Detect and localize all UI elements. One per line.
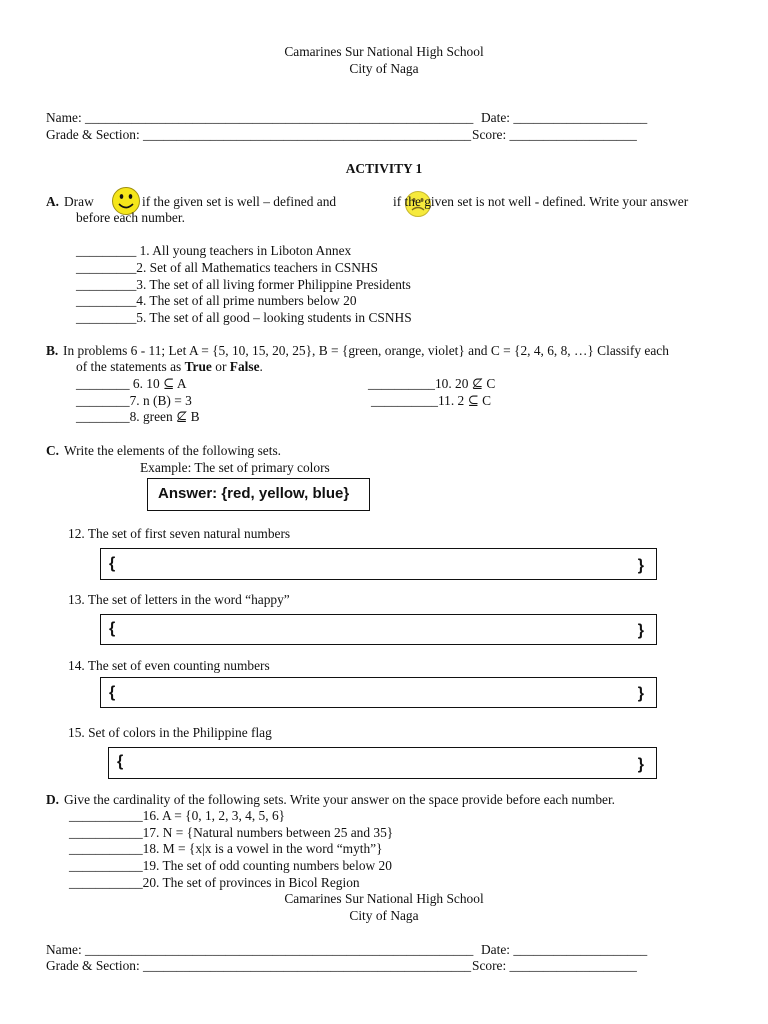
period: . <box>259 359 263 374</box>
example-answer-box: Answer: {red, yellow, blue} <box>147 478 370 511</box>
close-brace: } <box>637 557 644 574</box>
open-brace: { <box>117 753 124 770</box>
school-name-2: Camarines Sur National High School <box>284 891 484 906</box>
city-name-2: City of Naga <box>349 908 419 923</box>
grade-section-field-2[interactable]: Grade & Section: _________________________________________________ <box>46 958 472 973</box>
or-word: or <box>215 359 227 374</box>
item-11[interactable]: __________11. 2 ⊆ C <box>371 393 492 408</box>
school-name: Camarines Sur National High School <box>284 44 484 59</box>
question-14: 14. The set of even counting numbers <box>68 658 270 673</box>
activity-title: ACTIVITY 1 <box>345 161 423 176</box>
section-a-text-2: if the given set is not well - defined. Write your answer <box>393 194 689 209</box>
item-16[interactable]: ___________16. A = {0, 1, 2, 3, 4, 5, 6} <box>69 808 286 823</box>
item-10[interactable]: __________10. 20 ⊈ C <box>368 376 496 391</box>
false-word: False <box>229 359 260 374</box>
answer-box-13[interactable] <box>100 614 657 645</box>
open-brace: { <box>109 620 116 637</box>
name-field[interactable]: Name: __________________________________________________________ <box>46 110 474 125</box>
section-d-letter: D. <box>46 792 60 807</box>
section-a-text-3: before each number. <box>76 210 185 225</box>
date-field[interactable]: Date: ____________________ <box>481 110 648 125</box>
item-18[interactable]: ___________18. M = {x|x is a vowel in the word “myth”} <box>69 841 383 856</box>
date-field-2[interactable]: Date: ____________________ <box>481 942 648 957</box>
true-word: True <box>184 359 212 374</box>
item-20[interactable]: ___________20. The set of provinces in Bicol Region <box>69 875 360 890</box>
score-field[interactable]: Score: ___________________ <box>472 127 637 142</box>
item-2[interactable]: _________2. Set of all Mathematics teachers in CSNHS <box>76 260 378 275</box>
close-brace: } <box>637 622 644 639</box>
item-17[interactable]: ___________17. N = {Natural numbers between 25 and 35} <box>69 825 394 840</box>
section-c-text-1: Write the elements of the following sets. <box>64 443 282 458</box>
section-b-letter: B. <box>46 343 59 358</box>
close-brace: } <box>637 756 644 773</box>
section-b-text-2-pre: of the statements as <box>76 359 182 374</box>
item-5[interactable]: _________5. The set of all good – looking students in CSNHS <box>76 310 412 325</box>
name-field-2[interactable]: Name: __________________________________________________________ <box>46 942 474 957</box>
section-a-letter: A. <box>46 194 60 209</box>
item-6[interactable]: ________ 6. 10 ⊆ A <box>76 376 187 391</box>
question-15: 15. Set of colors in the Philippine flag <box>68 725 272 740</box>
item-3[interactable]: _________3. The set of all living former Philippine Presidents <box>76 277 411 292</box>
answer-box-14[interactable] <box>100 677 657 708</box>
item-1[interactable]: _________ 1. All young teachers in Liboton Annex <box>76 243 352 258</box>
answer-box-12[interactable] <box>100 548 657 580</box>
city-name: City of Naga <box>349 61 419 76</box>
question-12: 12. The set of first seven natural numbers <box>68 526 291 541</box>
question-13: 13. The set of letters in the word “happy” <box>68 592 290 607</box>
item-8[interactable]: ________8. green ⊈ B <box>76 409 200 424</box>
score-field-2[interactable]: Score: ___________________ <box>472 958 637 973</box>
section-a-text-1: if the given set is well – defined and <box>142 194 337 209</box>
close-brace: } <box>637 685 644 702</box>
item-4[interactable]: _________4. The set of all prime numbers below 20 <box>76 293 357 308</box>
section-a-draw: Draw <box>64 194 94 209</box>
grade-section-field[interactable]: Grade & Section: _________________________________________________ <box>46 127 472 142</box>
section-b-text-1: In problems 6 - 11; Let A = {5, 10, 15, 20, 25}, B = {green, orange, violet} and C = {2, 4, 6, 8, …} Classify each <box>63 343 669 358</box>
example-text: Example: The set of primary colors <box>140 460 330 475</box>
section-c-letter: C. <box>46 443 60 458</box>
section-b-text-2 <box>76 359 263 375</box>
open-brace: { <box>109 684 116 701</box>
open-brace: { <box>109 555 116 572</box>
answer-box-15[interactable] <box>108 747 657 779</box>
section-d-text-1: Give the cardinality of the following sets. Write your answer on the space provide before each number. <box>64 792 616 807</box>
item-19[interactable]: ___________19. The set of odd counting numbers below 20 <box>69 858 392 873</box>
item-7[interactable]: ________7. n (B) = 3 <box>76 393 192 408</box>
